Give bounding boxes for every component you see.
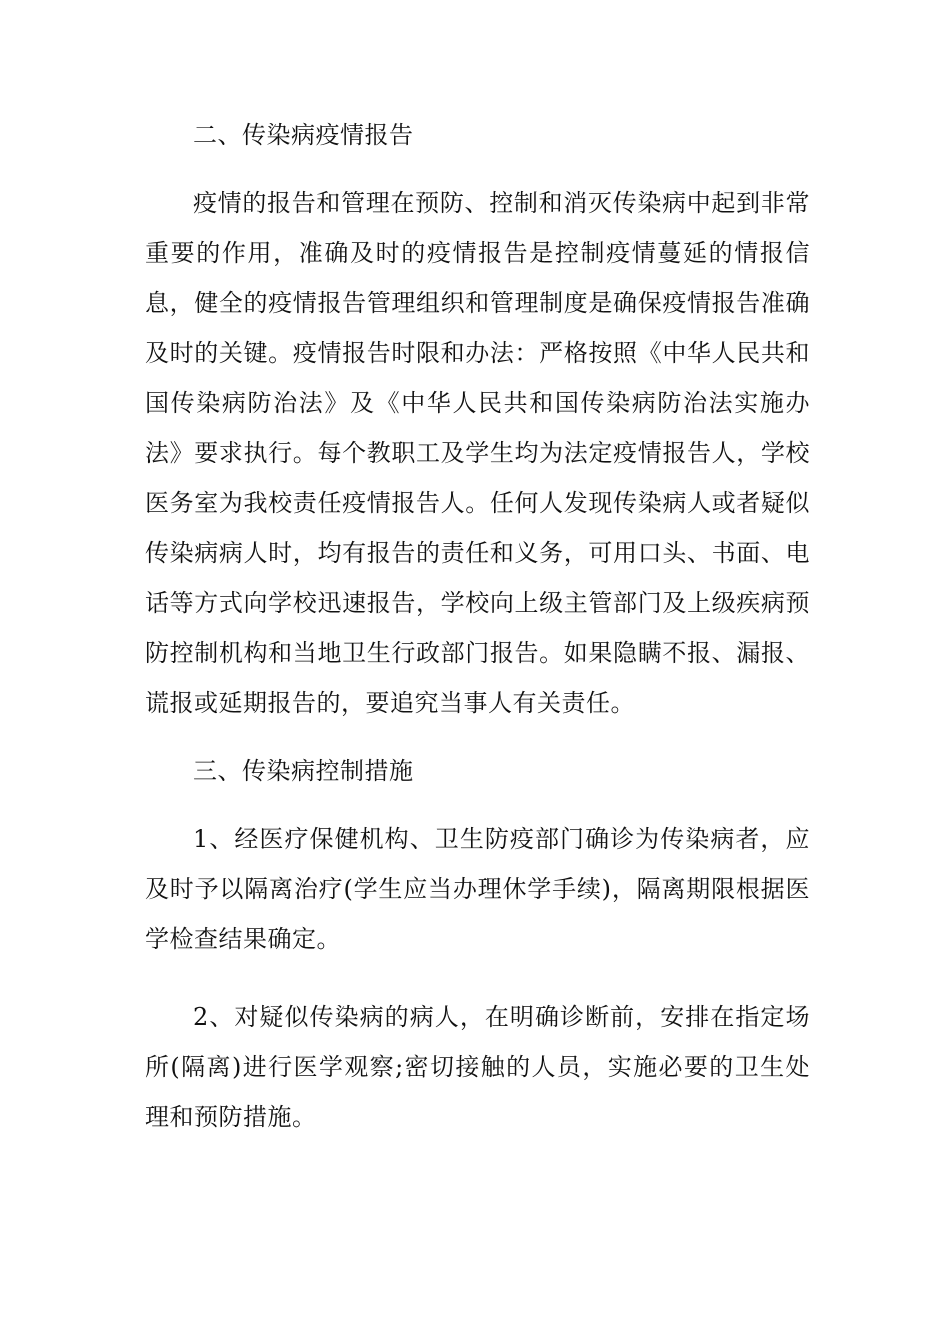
spacer bbox=[145, 796, 810, 814]
document-body bbox=[145, 110, 810, 1142]
section-2-paragraph: 疫情的报告和管理在预防、控制和消灭传染病中起到非常重要的作用，准确及时的疫情报告是控制疫情蔓延的情报信息，健全的疫情报告管理组织和管理制度是确保疫情报告准确及时的关键。疫情报告时限和办法：严格按照《中华人民共和国传染病防治法》及《中华人民共和国传染病防治法实施办法》要求执行。每个教职工及学生均为法定疫情报告人，学校医务室为我校责任疫情报告人。任何人发现传染病人或者疑似传染病病人时，均有报告的责任和义务，可用口头、书面、电话等方式向学校迅速报告，学校向上级主管部门及上级疾病预防控制机构和当地卫生行政部门报告。如果隐瞒不报、漏报、谎报或延期报告的，要追究当事人有关责任。 bbox=[145, 189, 810, 717]
section-3-item-1: 1、经医疗保健机构、卫生防疫部门确诊为传染病者，应及时予以隔离治疗(学生应当办理休学手续)，隔离期限根据医学检查结果确定。 bbox=[145, 825, 810, 953]
spacer bbox=[145, 728, 810, 746]
spacer bbox=[145, 964, 810, 992]
section-3-item-2: 2、对疑似传染病的病人，在明确诊断前，安排在指定场所(隔离)进行医学观察;密切接触的人员，实施必要的卫生处理和预防措施。 bbox=[145, 1003, 810, 1131]
section-2-heading: 二、传染病疫情报告 bbox=[193, 121, 414, 149]
spacer bbox=[145, 160, 810, 178]
section-3-heading: 三、传染病控制措施 bbox=[193, 757, 414, 785]
